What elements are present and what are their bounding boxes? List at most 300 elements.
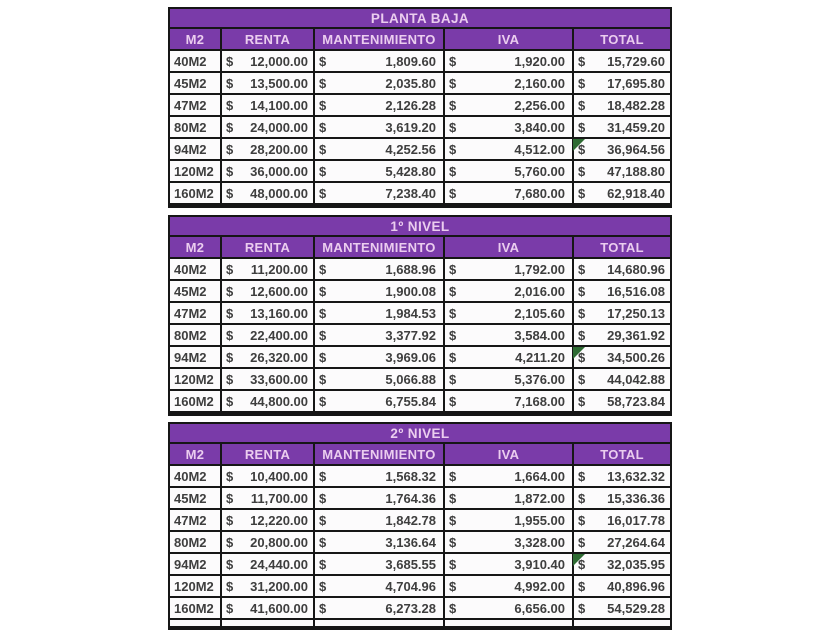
- iva-cell: [445, 95, 574, 117]
- rent-tables-region: [168, 7, 669, 630]
- currency-symbol: $: [578, 327, 586, 343]
- mantenimiento-cell: [315, 259, 445, 281]
- mantenimiento-cell: [315, 369, 445, 391]
- total-cell: [574, 259, 670, 281]
- amount: 11,200.00: [250, 261, 308, 277]
- amount: 3,910.40: [514, 556, 565, 572]
- amount: 13,632.32: [607, 468, 665, 484]
- m2-cell: 94M2: [170, 347, 222, 369]
- amount: 5,760.00: [514, 163, 565, 179]
- currency-symbol: $: [226, 349, 234, 365]
- amount: 34,500.26: [607, 349, 665, 365]
- total-cell: [574, 117, 670, 139]
- amount: 27,264.64: [607, 534, 665, 550]
- currency-symbol: $: [226, 393, 234, 409]
- currency-symbol: $: [449, 556, 457, 572]
- m2-cell: 160M2: [170, 391, 222, 413]
- iva-cell: [445, 391, 574, 413]
- iva-cell: [445, 325, 574, 347]
- amount: 14,680.96: [607, 261, 665, 277]
- amount: 44,042.88: [607, 371, 665, 387]
- iva-cell: [445, 259, 574, 281]
- currency-symbol: $: [449, 305, 457, 321]
- currency-symbol: $: [449, 371, 457, 387]
- currency-symbol: $: [578, 119, 586, 135]
- amount: 31,200.00: [250, 578, 308, 594]
- amount: 41,600.00: [250, 600, 308, 616]
- total-cell: [574, 347, 670, 369]
- amount: 15,729.60: [607, 53, 665, 69]
- renta-cell: [222, 95, 315, 117]
- amount: 18,482.28: [607, 97, 665, 113]
- currency-symbol: $: [449, 283, 457, 299]
- amount: 22,400.00: [250, 327, 308, 343]
- currency-symbol: $: [578, 534, 586, 550]
- currency-symbol: $: [578, 393, 586, 409]
- column-header-mantenimiento: MANTENIMIENTO: [315, 29, 445, 51]
- amount: 13,160.00: [250, 305, 308, 321]
- currency-symbol: $: [319, 53, 327, 69]
- mantenimiento-cell: [315, 281, 445, 303]
- mantenimiento-cell: [315, 51, 445, 73]
- currency-symbol: $: [449, 534, 457, 550]
- amount: 7,238.40: [385, 185, 436, 201]
- m2-cell: 80M2: [170, 532, 222, 554]
- m2-cell: 94M2: [170, 554, 222, 576]
- currency-symbol: $: [449, 185, 457, 201]
- total-cell: [574, 510, 670, 532]
- amount: 4,992.00: [514, 578, 565, 594]
- iva-cell: [445, 51, 574, 73]
- amount: 6,273.28: [385, 600, 436, 616]
- amount: 2,035.80: [385, 75, 436, 91]
- currency-symbol: $: [226, 512, 234, 528]
- currency-symbol: $: [319, 512, 327, 528]
- amount: 1,764.36: [385, 490, 436, 506]
- currency-symbol: $: [578, 185, 586, 201]
- m2-cell: 120M2: [170, 369, 222, 391]
- mantenimiento-cell: [315, 161, 445, 183]
- currency-symbol: $: [319, 534, 327, 550]
- total-cell: [574, 281, 670, 303]
- amount: 14,100.00: [250, 97, 308, 113]
- mantenimiento-cell: [315, 117, 445, 139]
- currency-symbol: $: [449, 578, 457, 594]
- amount: 58,723.84: [607, 393, 665, 409]
- currency-symbol: $: [449, 97, 457, 113]
- amount: 1,872.00: [514, 490, 565, 506]
- currency-symbol: $: [226, 556, 234, 572]
- amount: 5,376.00: [514, 371, 565, 387]
- currency-symbol: $: [578, 468, 586, 484]
- currency-symbol: $: [578, 512, 586, 528]
- total-cell: [574, 51, 670, 73]
- currency-symbol: $: [319, 600, 327, 616]
- mantenimiento-cell: [315, 598, 445, 620]
- iva-cell: [445, 183, 574, 205]
- m2-cell: 120M2: [170, 161, 222, 183]
- amount: 3,685.55: [385, 556, 436, 572]
- currency-symbol: $: [226, 53, 234, 69]
- currency-symbol: $: [578, 141, 586, 157]
- renta-cell: [222, 73, 315, 95]
- amount: 11,700.00: [250, 490, 308, 506]
- iva-cell: [445, 510, 574, 532]
- amount: 15,336.36: [607, 490, 665, 506]
- renta-cell: [222, 139, 315, 161]
- amount: 7,680.00: [514, 185, 565, 201]
- currency-symbol: $: [578, 556, 586, 572]
- currency-symbol: $: [578, 163, 586, 179]
- column-header-total: TOTAL: [574, 29, 670, 51]
- amount: 16,516.08: [607, 283, 665, 299]
- total-cell: [574, 554, 670, 576]
- currency-symbol: $: [319, 119, 327, 135]
- mantenimiento-cell: [315, 510, 445, 532]
- iva-cell: [445, 576, 574, 598]
- total-cell: [574, 95, 670, 117]
- m2-cell: 45M2: [170, 281, 222, 303]
- currency-symbol: $: [449, 327, 457, 343]
- currency-symbol: $: [449, 349, 457, 365]
- mantenimiento-cell: [315, 303, 445, 325]
- m2-cell: 80M2: [170, 325, 222, 347]
- mantenimiento-cell: [315, 325, 445, 347]
- renta-cell: [222, 117, 315, 139]
- amount: 4,252.56: [385, 141, 436, 157]
- currency-symbol: $: [578, 371, 586, 387]
- currency-symbol: $: [449, 75, 457, 91]
- table-title: 2º NIVEL: [170, 424, 670, 444]
- amount: 54,529.28: [607, 600, 665, 616]
- amount: 28,200.00: [250, 141, 308, 157]
- total-cell: [574, 183, 670, 205]
- total-cell: [574, 488, 670, 510]
- amount: 4,704.96: [385, 578, 436, 594]
- amount: 24,000.00: [250, 119, 308, 135]
- currency-symbol: $: [226, 141, 234, 157]
- amount: 1,900.08: [385, 283, 436, 299]
- iva-cell: [445, 117, 574, 139]
- amount: 12,600.00: [250, 283, 308, 299]
- amount: 10,400.00: [250, 468, 308, 484]
- amount: 32,035.95: [607, 556, 665, 572]
- renta-cell: [222, 347, 315, 369]
- currency-symbol: $: [226, 578, 234, 594]
- currency-symbol: $: [449, 141, 457, 157]
- amount: 1,688.96: [385, 261, 436, 277]
- mantenimiento-cell: [315, 347, 445, 369]
- currency-symbol: $: [319, 349, 327, 365]
- amount: 1,842.78: [385, 512, 436, 528]
- renta-cell: [222, 391, 315, 413]
- m2-cell: 40M2: [170, 259, 222, 281]
- total-cell: [574, 73, 670, 95]
- amount: 36,964.56: [607, 141, 665, 157]
- currency-symbol: $: [226, 163, 234, 179]
- currency-symbol: $: [319, 75, 327, 91]
- currency-symbol: $: [449, 119, 457, 135]
- total-cell: [574, 325, 670, 347]
- m2-cell: 160M2: [170, 183, 222, 205]
- m2-cell: 94M2: [170, 139, 222, 161]
- iva-cell: [445, 347, 574, 369]
- currency-symbol: $: [319, 305, 327, 321]
- currency-symbol: $: [226, 371, 234, 387]
- renta-cell: [222, 303, 315, 325]
- currency-symbol: $: [319, 163, 327, 179]
- m2-cell: 120M2: [170, 576, 222, 598]
- currency-symbol: $: [449, 393, 457, 409]
- currency-symbol: $: [226, 600, 234, 616]
- currency-symbol: $: [319, 468, 327, 484]
- currency-symbol: $: [319, 141, 327, 157]
- mantenimiento-cell: [315, 95, 445, 117]
- mantenimiento-cell: [315, 139, 445, 161]
- renta-cell: [222, 51, 315, 73]
- iva-cell: [445, 598, 574, 620]
- amount: 40,896.96: [607, 578, 665, 594]
- amount: 1,568.32: [385, 468, 436, 484]
- amount: 47,188.80: [607, 163, 665, 179]
- amount: 3,328.00: [514, 534, 565, 550]
- amount: 33,600.00: [250, 371, 308, 387]
- currency-symbol: $: [226, 283, 234, 299]
- currency-symbol: $: [319, 261, 327, 277]
- currency-symbol: $: [449, 163, 457, 179]
- currency-symbol: $: [319, 327, 327, 343]
- amount: 44,800.00: [250, 393, 308, 409]
- amount: 6,656.00: [514, 600, 565, 616]
- currency-symbol: $: [319, 283, 327, 299]
- amount: 1,920.00: [514, 53, 565, 69]
- iva-cell: [445, 73, 574, 95]
- amount: 1,955.00: [514, 512, 565, 528]
- renta-cell: [222, 259, 315, 281]
- currency-symbol: $: [449, 53, 457, 69]
- currency-symbol: $: [226, 97, 234, 113]
- amount: 1,664.00: [514, 468, 565, 484]
- amount: 3,584.00: [514, 327, 565, 343]
- amount: 12,000.00: [250, 53, 308, 69]
- currency-symbol: $: [578, 578, 586, 594]
- amount: 17,250.13: [607, 305, 665, 321]
- amount: 3,136.64: [385, 534, 436, 550]
- m2-cell: 80M2: [170, 117, 222, 139]
- column-header-total: TOTAL: [574, 237, 670, 259]
- empty-cell: [445, 620, 574, 628]
- amount: 16,017.78: [607, 512, 665, 528]
- mantenimiento-cell: [315, 554, 445, 576]
- amount: 6,755.84: [385, 393, 436, 409]
- currency-symbol: $: [319, 393, 327, 409]
- amount: 2,016.00: [514, 283, 565, 299]
- renta-cell: [222, 554, 315, 576]
- renta-cell: [222, 598, 315, 620]
- amount: 3,969.06: [385, 349, 436, 365]
- amount: 5,066.88: [385, 371, 436, 387]
- currency-symbol: $: [578, 97, 586, 113]
- amount: 2,160.00: [514, 75, 565, 91]
- currency-symbol: $: [226, 327, 234, 343]
- column-header-renta: RENTA: [222, 29, 315, 51]
- iva-cell: [445, 554, 574, 576]
- amount: 2,105.60: [514, 305, 565, 321]
- iva-cell: [445, 466, 574, 488]
- amount: 3,377.92: [385, 327, 436, 343]
- column-header-m2: M2: [170, 29, 222, 51]
- m2-cell: 47M2: [170, 303, 222, 325]
- column-header-renta: RENTA: [222, 444, 315, 466]
- amount: 2,126.28: [385, 97, 436, 113]
- currency-symbol: $: [319, 185, 327, 201]
- amount: 12,220.00: [250, 512, 308, 528]
- currency-symbol: $: [226, 534, 234, 550]
- currency-symbol: $: [578, 283, 586, 299]
- column-header-renta: RENTA: [222, 237, 315, 259]
- column-header-iva: IVA: [445, 237, 574, 259]
- mantenimiento-cell: [315, 183, 445, 205]
- renta-cell: [222, 183, 315, 205]
- amount: 36,000.00: [250, 163, 308, 179]
- table-nivel-2: [168, 422, 672, 630]
- renta-cell: [222, 510, 315, 532]
- amount: 3,840.00: [514, 119, 565, 135]
- amount: 7,168.00: [514, 393, 565, 409]
- total-cell: [574, 598, 670, 620]
- iva-cell: [445, 369, 574, 391]
- amount: 13,500.00: [250, 75, 308, 91]
- currency-symbol: $: [226, 185, 234, 201]
- total-cell: [574, 369, 670, 391]
- amount: 29,361.92: [607, 327, 665, 343]
- empty-cell: [315, 620, 445, 628]
- mantenimiento-cell: [315, 466, 445, 488]
- renta-cell: [222, 466, 315, 488]
- m2-cell: 40M2: [170, 51, 222, 73]
- renta-cell: [222, 532, 315, 554]
- currency-symbol: $: [578, 53, 586, 69]
- total-cell: [574, 303, 670, 325]
- column-header-iva: IVA: [445, 29, 574, 51]
- empty-cell: [222, 620, 315, 628]
- amount: 5,428.80: [385, 163, 436, 179]
- column-header-m2: M2: [170, 444, 222, 466]
- renta-cell: [222, 325, 315, 347]
- table-title: 1º NIVEL: [170, 217, 670, 237]
- total-cell: [574, 161, 670, 183]
- mantenimiento-cell: [315, 488, 445, 510]
- currency-symbol: $: [319, 490, 327, 506]
- amount: 17,695.80: [607, 75, 665, 91]
- empty-cell: [170, 620, 222, 628]
- m2-cell: 47M2: [170, 95, 222, 117]
- table-title: PLANTA BAJA: [170, 9, 670, 29]
- currency-symbol: $: [319, 578, 327, 594]
- m2-cell: 47M2: [170, 510, 222, 532]
- currency-symbol: $: [578, 75, 586, 91]
- total-cell: [574, 139, 670, 161]
- m2-cell: 45M2: [170, 73, 222, 95]
- currency-symbol: $: [226, 468, 234, 484]
- renta-cell: [222, 576, 315, 598]
- amount: 24,440.00: [250, 556, 308, 572]
- amount: 4,211.20: [515, 349, 565, 365]
- amount: 1,792.00: [514, 261, 565, 277]
- total-cell: [574, 391, 670, 413]
- currency-symbol: $: [578, 600, 586, 616]
- mantenimiento-cell: [315, 532, 445, 554]
- renta-cell: [222, 161, 315, 183]
- amount: 1,984.53: [385, 305, 436, 321]
- currency-symbol: $: [449, 600, 457, 616]
- currency-symbol: $: [578, 490, 586, 506]
- amount: 1,809.60: [385, 53, 436, 69]
- iva-cell: [445, 488, 574, 510]
- mantenimiento-cell: [315, 73, 445, 95]
- currency-symbol: $: [449, 261, 457, 277]
- table-nivel-1: [168, 215, 672, 416]
- currency-symbol: $: [449, 512, 457, 528]
- renta-cell: [222, 369, 315, 391]
- renta-cell: [222, 488, 315, 510]
- currency-symbol: $: [226, 261, 234, 277]
- currency-symbol: $: [226, 305, 234, 321]
- currency-symbol: $: [578, 349, 586, 365]
- column-header-m2: M2: [170, 237, 222, 259]
- currency-symbol: $: [319, 371, 327, 387]
- iva-cell: [445, 281, 574, 303]
- amount: 20,800.00: [250, 534, 308, 550]
- iva-cell: [445, 303, 574, 325]
- amount: 62,918.40: [607, 185, 665, 201]
- total-cell: [574, 576, 670, 598]
- currency-symbol: $: [449, 468, 457, 484]
- renta-cell: [222, 281, 315, 303]
- column-header-iva: IVA: [445, 444, 574, 466]
- mantenimiento-cell: [315, 391, 445, 413]
- empty-cell: [574, 620, 670, 628]
- iva-cell: [445, 161, 574, 183]
- total-cell: [574, 532, 670, 554]
- amount: 2,256.00: [514, 97, 565, 113]
- currency-symbol: $: [578, 261, 586, 277]
- amount: 31,459.20: [607, 119, 665, 135]
- column-header-mantenimiento: MANTENIMIENTO: [315, 444, 445, 466]
- amount: 3,619.20: [385, 119, 436, 135]
- iva-cell: [445, 532, 574, 554]
- currency-symbol: $: [449, 490, 457, 506]
- amount: 48,000.00: [250, 185, 308, 201]
- total-cell: [574, 466, 670, 488]
- table-planta-baja: [168, 7, 672, 208]
- currency-symbol: $: [226, 119, 234, 135]
- mantenimiento-cell: [315, 576, 445, 598]
- currency-symbol: $: [578, 305, 586, 321]
- m2-cell: 45M2: [170, 488, 222, 510]
- currency-symbol: $: [319, 556, 327, 572]
- currency-symbol: $: [226, 490, 234, 506]
- column-header-total: TOTAL: [574, 444, 670, 466]
- currency-symbol: $: [319, 97, 327, 113]
- m2-cell: 160M2: [170, 598, 222, 620]
- currency-symbol: $: [226, 75, 234, 91]
- m2-cell: 40M2: [170, 466, 222, 488]
- amount: 4,512.00: [514, 141, 565, 157]
- amount: 26,320.00: [250, 349, 308, 365]
- column-header-mantenimiento: MANTENIMIENTO: [315, 237, 445, 259]
- iva-cell: [445, 139, 574, 161]
